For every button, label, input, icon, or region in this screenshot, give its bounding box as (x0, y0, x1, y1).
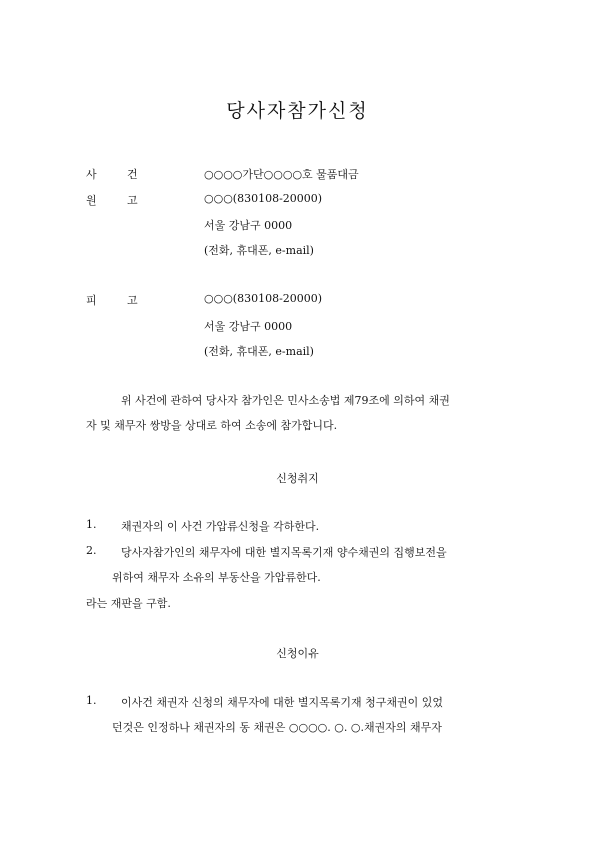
purpose-item1-number: 1. (86, 518, 97, 531)
plaintiff-label-char2: 고 (127, 194, 138, 207)
purpose-item1-text: 채권자의 이 사건 가압류신청을 각하한다. (121, 520, 320, 533)
defendant-contact: (전화, 휴대폰, e-mail) (204, 345, 314, 358)
defendant-label-char2: 고 (127, 294, 138, 307)
plaintiff-address: 서울 강남구 0000 (204, 219, 293, 232)
purpose-heading: 신청취지 (276, 472, 319, 485)
reason-item1-number: 1. (86, 694, 97, 707)
defendant-label-char1: 피 (86, 294, 97, 307)
purpose-item2-line-1: 당사자참가인의 채무자에 대한 별지목록기재 양수채권의 집행보전을 (121, 546, 447, 559)
case-label-char1: 사 (86, 168, 97, 181)
case-label-char2: 건 (127, 168, 138, 181)
reason-item1-line-2: 던것은 인정하나 채권자의 동 채권은 ○○○○. ○. ○.채권자의 채무자 (112, 721, 442, 734)
plaintiff-contact: (전화, 휴대폰, e-mail) (204, 244, 314, 257)
plaintiff-name: ○○○(830108-20000) (204, 192, 323, 205)
purpose-item2-line-2: 위하여 채무자 소유의 부동산을 가압류한다. (112, 571, 321, 584)
document-title: 당사자참가신청 (226, 100, 369, 122)
reason-heading: 신청이유 (276, 647, 319, 660)
intro-line-1: 위 사건에 관하여 당사자 참가인은 민사소송법 제79조에 의하여 채권 (121, 394, 450, 407)
purpose-closing: 라는 재판을 구함. (86, 597, 171, 610)
plaintiff-label-char1: 원 (86, 194, 97, 207)
defendant-address: 서울 강남구 0000 (204, 320, 293, 333)
reason-item1-line-1: 이사건 채권자 신청의 채무자에 대한 별지목록기재 청구채권이 있었 (121, 696, 444, 709)
defendant-name: ○○○(830108-20000) (204, 292, 323, 305)
purpose-item2-number: 2. (86, 544, 97, 557)
intro-line-2: 자 및 채무자 쌍방을 상대로 하여 소송에 참가합니다. (86, 419, 338, 432)
case-value: ○○○○가단○○○○호 물품대금 (204, 168, 359, 181)
